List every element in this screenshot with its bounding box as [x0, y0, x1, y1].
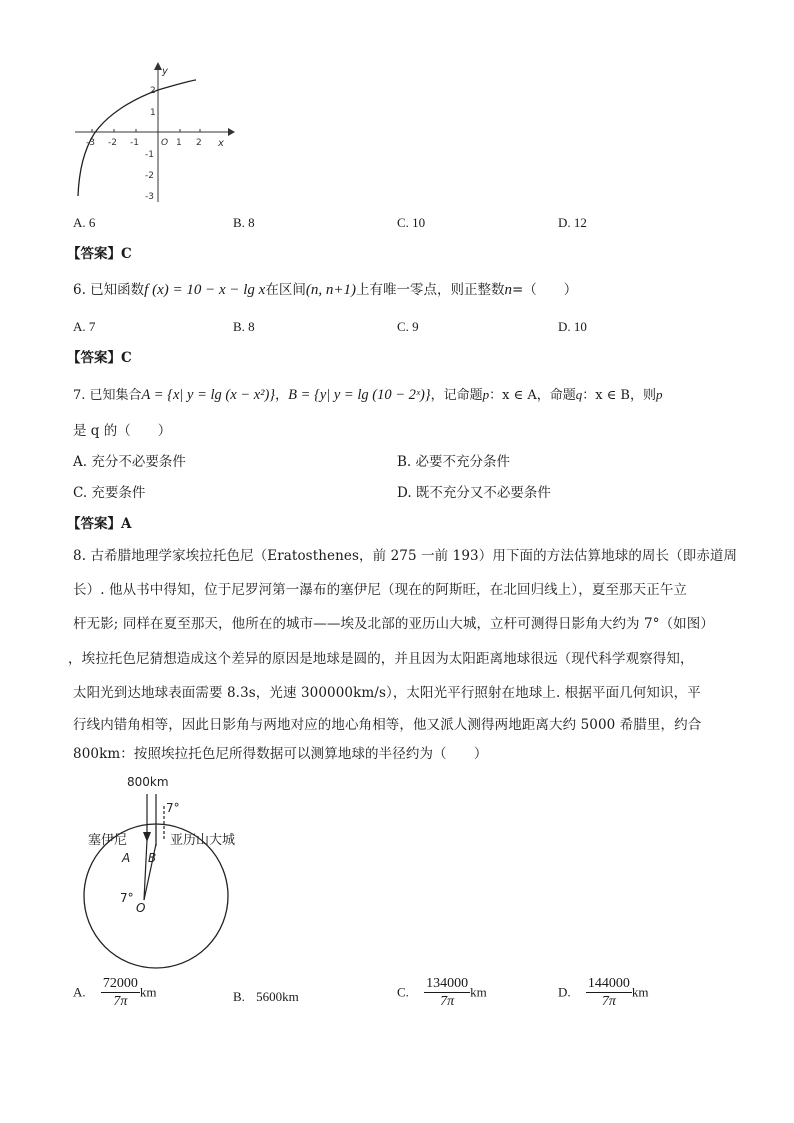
point-b-label: B — [148, 851, 157, 865]
q5-option-a: A. 6 — [73, 215, 96, 230]
q6-interval: (n, n+1) — [305, 282, 356, 298]
y-axis-arrow — [154, 62, 162, 70]
q7-option-c: C. 充要条件 — [73, 485, 146, 501]
numerator: 144000 — [587, 976, 630, 991]
origin-label: O — [161, 138, 169, 148]
q5-option-b: B. 8 — [233, 215, 255, 230]
log-function-graph — [70, 62, 240, 207]
q8-option-a — [73, 975, 157, 1010]
q8-option-c — [397, 975, 487, 1010]
x-tick-label: -1 — [130, 138, 139, 148]
option-label: C. — [397, 984, 409, 1000]
q6-option-b: B. 8 — [233, 319, 255, 334]
fraction — [424, 975, 470, 1010]
fraction — [586, 975, 632, 1010]
q6-answer: 【答案】C — [67, 350, 132, 366]
y-axis-label: y — [162, 66, 168, 77]
q8-line: 太阳光到达地球表面需要 8.3s，光速 300000km/s），太阳光平行照射在地球上. 根据平面几何知识，平 — [73, 685, 701, 701]
q7-p: p — [482, 387, 490, 402]
q8-line: 8. 古希腊地理学家埃拉托色尼（Eratosthenes，前 275 一前 193）用下面的方法估算地球的周长（即赤道周 — [73, 548, 738, 564]
q6-option-a: A. 7 — [73, 319, 96, 334]
q7-q: q — [575, 387, 583, 402]
y-tick-label: 1 — [150, 108, 156, 118]
option-text: 5600km — [256, 989, 299, 1004]
x-tick-label: -3 — [86, 138, 95, 148]
denominator: 7π — [113, 994, 128, 1009]
y-tick-label: 2 — [150, 86, 156, 96]
numerator: 134000 — [426, 976, 469, 991]
q7-stem-line2: 是 q 的（ ） — [73, 423, 172, 439]
q6-stem-mid: 在区间 — [265, 282, 306, 298]
city-b-label: 亚历山大城 — [170, 833, 236, 848]
q8-line: 长）. 他从书中得知，位于尼罗河第一瀑布的塞伊尼（现在的阿斯旺，在北回归线上），夏至那天正午立 — [73, 582, 688, 598]
x-tick-label: -2 — [108, 138, 117, 148]
q7-option-b: B. 必要不充分条件 — [397, 454, 511, 470]
point-a-label: A — [122, 851, 131, 865]
q8-option-b — [233, 988, 299, 1006]
q5-answer: 【答案】C — [67, 246, 132, 262]
q7-option-a: A. 充分不必要条件 — [73, 454, 186, 470]
fraction — [101, 975, 140, 1010]
q7-stem-line1 — [73, 386, 662, 405]
distance-label: 800km — [127, 775, 169, 789]
q8-line: 行线内错角相等，因此日影角与两地对应的地心角相等，他又派人测得两地距离大约 5000 希腊里，约合 — [73, 717, 702, 733]
y-tick-label: -2 — [145, 171, 154, 181]
q7-p-def: ：x ∈ A，命题 — [489, 388, 576, 403]
x-tick-label: 2 — [196, 138, 202, 148]
q8-line: 800km：按照埃拉托色尼所得数据可以测算地球的半径约为（ ） — [73, 746, 488, 762]
q8-line: 杆无影; 同样在夏至那天，他所在的城市——埃及北部的亚历山大城，立杆可测得日影角大约为 7°（如图） — [73, 616, 714, 632]
q5-option-c: C. 10 — [397, 215, 426, 230]
option-label: D. — [558, 984, 571, 1000]
option-label: B. — [233, 989, 245, 1004]
q7-set-a: A = {x| y = lg (x − x²)} — [141, 387, 276, 403]
denominator: 7π — [601, 994, 616, 1009]
y-tick-label: -3 — [145, 192, 154, 202]
q7-q-def: ：x ∈ B，则 — [582, 388, 656, 403]
x-axis-arrow — [228, 128, 235, 136]
x-tick-label: 1 — [176, 138, 182, 148]
q7-p2: p — [655, 387, 663, 402]
q8-option-d — [558, 975, 649, 1010]
q7-line1-post: ，记命题 — [430, 388, 483, 403]
angle-top-label: 7° — [166, 801, 180, 815]
x-axis-label: x — [218, 138, 224, 149]
q5-option-d: D. 12 — [558, 215, 587, 230]
option-label: A. — [73, 984, 86, 1000]
q6-option-c: C. 9 — [397, 319, 419, 334]
q6-stem-post: 上有唯一零点，则正整数 — [355, 282, 505, 298]
denominator: 7π — [440, 994, 455, 1009]
q8-line: ，埃拉托色尼猜想造成这个差异的原因是地球是圆的，并且因为太阳距离地球很远（现代科学观察得知， — [68, 651, 694, 667]
unit: km — [470, 984, 487, 1000]
q6-function: f (x) = 10 − x − lg x — [144, 282, 266, 298]
q6-stem-pre: 6. 已知函数 — [73, 282, 145, 298]
earth-diagram — [80, 770, 270, 970]
q6-stem-end: =（ ） — [511, 282, 578, 298]
unit: km — [631, 984, 649, 1000]
q7-answer: 【答案】A — [67, 516, 132, 532]
q7-set-b: B = {y| y = lg (10 − 2ˣ)} — [288, 387, 431, 403]
center-label: O — [136, 901, 146, 915]
numerator: 72000 — [102, 976, 138, 991]
q6-option-d: D. 10 — [558, 319, 587, 334]
q7-option-d: D. 既不充分又不必要条件 — [397, 485, 551, 501]
q7-line1-pre: 7. 已知集合 — [73, 388, 142, 403]
angle-center-label: 7° — [120, 891, 134, 905]
city-a-label: 塞伊尼 — [88, 833, 128, 848]
q7-comma: ， — [275, 388, 289, 403]
q6-stem — [73, 281, 577, 299]
unit: km — [139, 984, 157, 1000]
y-tick-label: -1 — [145, 150, 154, 160]
q6-var: n — [504, 282, 512, 298]
